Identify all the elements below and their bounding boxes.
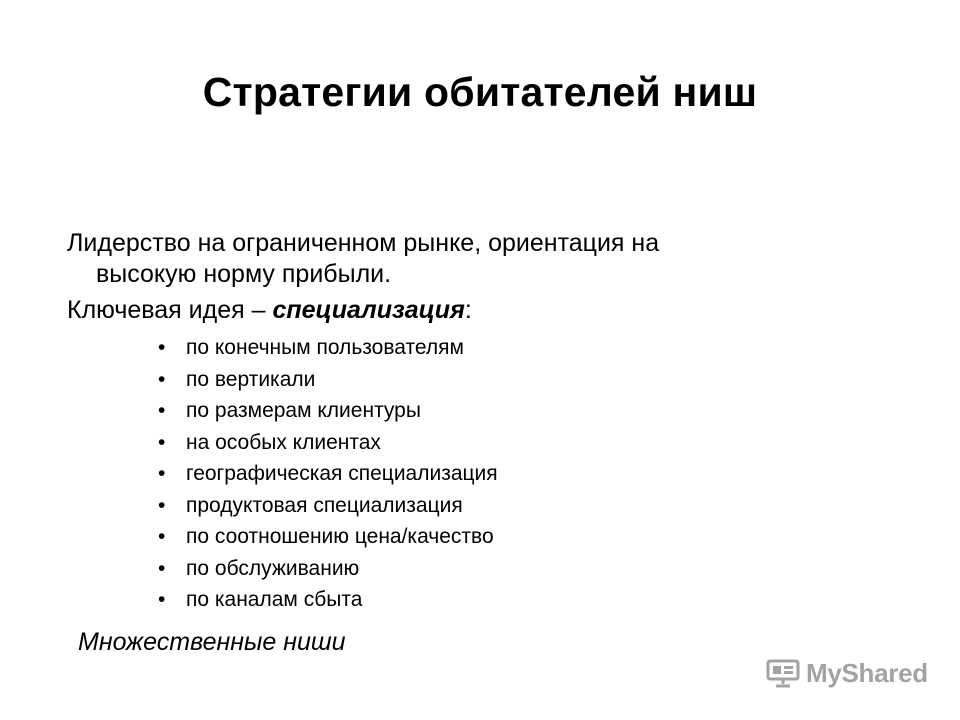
- bullet-icon: •: [158, 399, 166, 422]
- list-item: [158, 364, 498, 396]
- list-item: [158, 553, 498, 585]
- bullet-icon: •: [158, 336, 166, 359]
- list-item: [158, 490, 498, 522]
- bullet-icon: •: [158, 367, 166, 391]
- key-idea-emphasis: специализация: [272, 296, 465, 324]
- multiple-niches-note: Множественные ниши: [78, 628, 346, 656]
- specialization-list: [158, 332, 498, 616]
- list-item-text: по обслуживанию: [186, 556, 360, 580]
- list-item-text: по размерам клиентуры: [186, 399, 421, 422]
- bullet-icon: •: [158, 525, 166, 548]
- myshared-watermark[interactable]: [766, 656, 928, 690]
- presentation-board-icon: [766, 658, 800, 688]
- bullet-icon: •: [158, 588, 166, 611]
- list-item-text: продуктовая специализация: [186, 493, 463, 517]
- list-item: [158, 584, 498, 616]
- bullet-icon: •: [158, 430, 166, 454]
- list-item: [158, 458, 498, 490]
- key-idea-suffix: :: [464, 296, 472, 324]
- list-item: [158, 395, 498, 427]
- list-item: [158, 332, 498, 364]
- list-item-text: на особых клиентах: [186, 430, 381, 454]
- list-item: [158, 521, 498, 553]
- paragraph-key-idea: [67, 295, 472, 326]
- bullet-icon: •: [158, 493, 166, 517]
- list-item-text: по конечным пользователям: [186, 336, 464, 359]
- paragraph-leadership: [67, 228, 867, 290]
- list-item-text: по вертикали: [186, 367, 316, 391]
- key-idea-prefix: Ключевая идея –: [67, 296, 273, 324]
- list-item-text: географическая специализация: [186, 462, 498, 485]
- watermark-text: MyShared: [806, 657, 928, 688]
- paragraph-leadership-line-2: высокую норму прибыли.: [96, 260, 392, 288]
- bullet-icon: •: [158, 556, 166, 580]
- list-item-text: по каналам сбыта: [186, 588, 363, 611]
- slide-title: Стратегии обитателей ниш: [202, 69, 758, 115]
- list-item: [158, 427, 498, 459]
- list-item-text: по соотношению цена/качество: [186, 525, 494, 548]
- bullet-icon: •: [158, 462, 166, 485]
- paragraph-leadership-line-1: Лидерство на ограниченном рынке, ориентация на: [67, 229, 660, 257]
